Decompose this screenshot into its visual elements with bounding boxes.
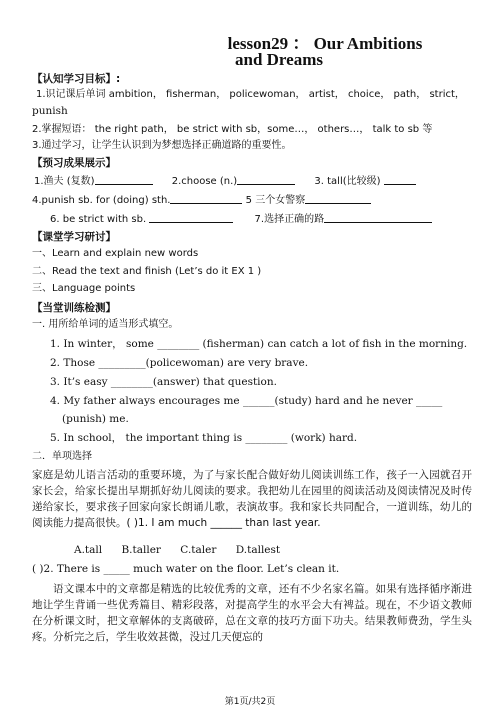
section-2-title: 二．单项选择 (32, 451, 92, 462)
title-line-2: and Dreams (235, 50, 323, 69)
fill-question-4: 4. My father always encourages me ______(study) hard and he never _____ (50, 395, 443, 407)
objective-1: 1.识记课后单词 ambition， fisherman， policewoman， artist， choice， path， strict， (36, 89, 465, 100)
preview-row-1 (34, 174, 416, 188)
objective-1-cont: punish (32, 105, 68, 117)
option-a[interactable]: A.tall (74, 544, 103, 556)
preview-row-2 (32, 193, 371, 207)
class-study-item-1: 一、Learn and explain new words (32, 248, 199, 259)
preview-item-4: 4.punish sb. for (doing) sth. (32, 195, 171, 206)
objective-3: 3.通过学习，让学生认识到为梦想选择正确道路的重要性。 (32, 140, 292, 151)
answer-blank[interactable] (149, 212, 233, 223)
objective-2: 2.掌握短语： the right path， be strict with sb，some…， others…， talk to sb 等 (32, 124, 433, 135)
check-heading: 【当堂训练检测】 (32, 302, 116, 314)
fill-question-3: 3. It’s easy ________(answer) that question. (50, 376, 277, 388)
option-d[interactable]: D.tallest (235, 544, 281, 556)
preview-heading: 【预习成果展示】 (32, 157, 116, 169)
fill-question-5: 5. In school， the important thing is ________ (work) hard. (50, 432, 358, 444)
answer-blank[interactable] (324, 212, 432, 223)
single-choice-question-2: ( )2. There is _____ much water on the floor. Let’s clean it. (32, 563, 340, 575)
class-study-item-3: 三、Language points (32, 283, 136, 294)
answer-blank[interactable] (170, 193, 242, 204)
fill-question-1: 1. In winter， some ________ (fisherman) can catch a lot of fish in the morning. (50, 338, 468, 350)
preview-item-3: 3. tall(比较级) (314, 176, 381, 187)
passage-2: 语文课本中的文章都是精选的比较优秀的文章，还有不少名家名篇。如果有选择循序渐进地让学生背诵一些优秀篇目、精彩段落，对提高学生的水平会大有裨益。现在，不少语文教师在分析课文时，把文章解体的支离破碎，总在文章的技巧方面下功夫。结果教师费劲，学生头疼。分析完之后，学生收效甚微，没过几天便忘的 (32, 583, 472, 643)
preview-item-5: 5 三个女警察 (245, 195, 306, 206)
preview-item-6: 6. be strict with sb. (50, 214, 147, 225)
page-number: 第1页/共2页 (224, 697, 276, 707)
answer-blank[interactable] (305, 193, 371, 204)
answer-blank[interactable] (237, 174, 295, 185)
objectives-heading: 【认知学习目标】: (32, 73, 121, 85)
preview-item-7: 7.选择正确的路 (254, 214, 325, 225)
answer-blank[interactable] (384, 174, 416, 185)
preview-item-1: 1.渔夫 (复数) (34, 176, 95, 187)
choice-options (74, 544, 280, 556)
section-1-title: 一. 用所给单词的适当形式填空。 (32, 319, 179, 330)
option-b[interactable]: B.taller (121, 544, 161, 556)
passage-1: 家庭是幼儿语言活动的重要环境，为了与家长配合做好幼儿阅读训练工作，孩子一入园就召开家长会，给家长提出早期抓好幼儿阅读的要求。我把幼儿在园里的阅读活动及阅读情况及时传递给家长，要求孩子回家向家长朗诵儿歌，表演故事。我和家长共同配合，一道训练，幼儿的阅读能力提高很快。( )1. I am much ______ than last year. (32, 469, 472, 529)
fill-question-4-cont: (punish) me. (62, 413, 129, 425)
option-c[interactable]: C.taler (180, 544, 217, 556)
class-study-heading: 【课堂学习研讨】 (32, 231, 116, 243)
page-title (150, 36, 450, 68)
class-study-item-2: 二、Read the text and finish (Let’s do it EX 1 ) (32, 266, 262, 277)
preview-row-3 (50, 212, 432, 226)
preview-item-2: 2.choose (n.) (171, 176, 238, 187)
answer-blank[interactable] (95, 174, 153, 185)
fill-question-2: 2. Those _________(policewoman) are very brave. (50, 357, 309, 369)
title-line-1: lesson29 ： Our Ambitions (227, 34, 423, 53)
